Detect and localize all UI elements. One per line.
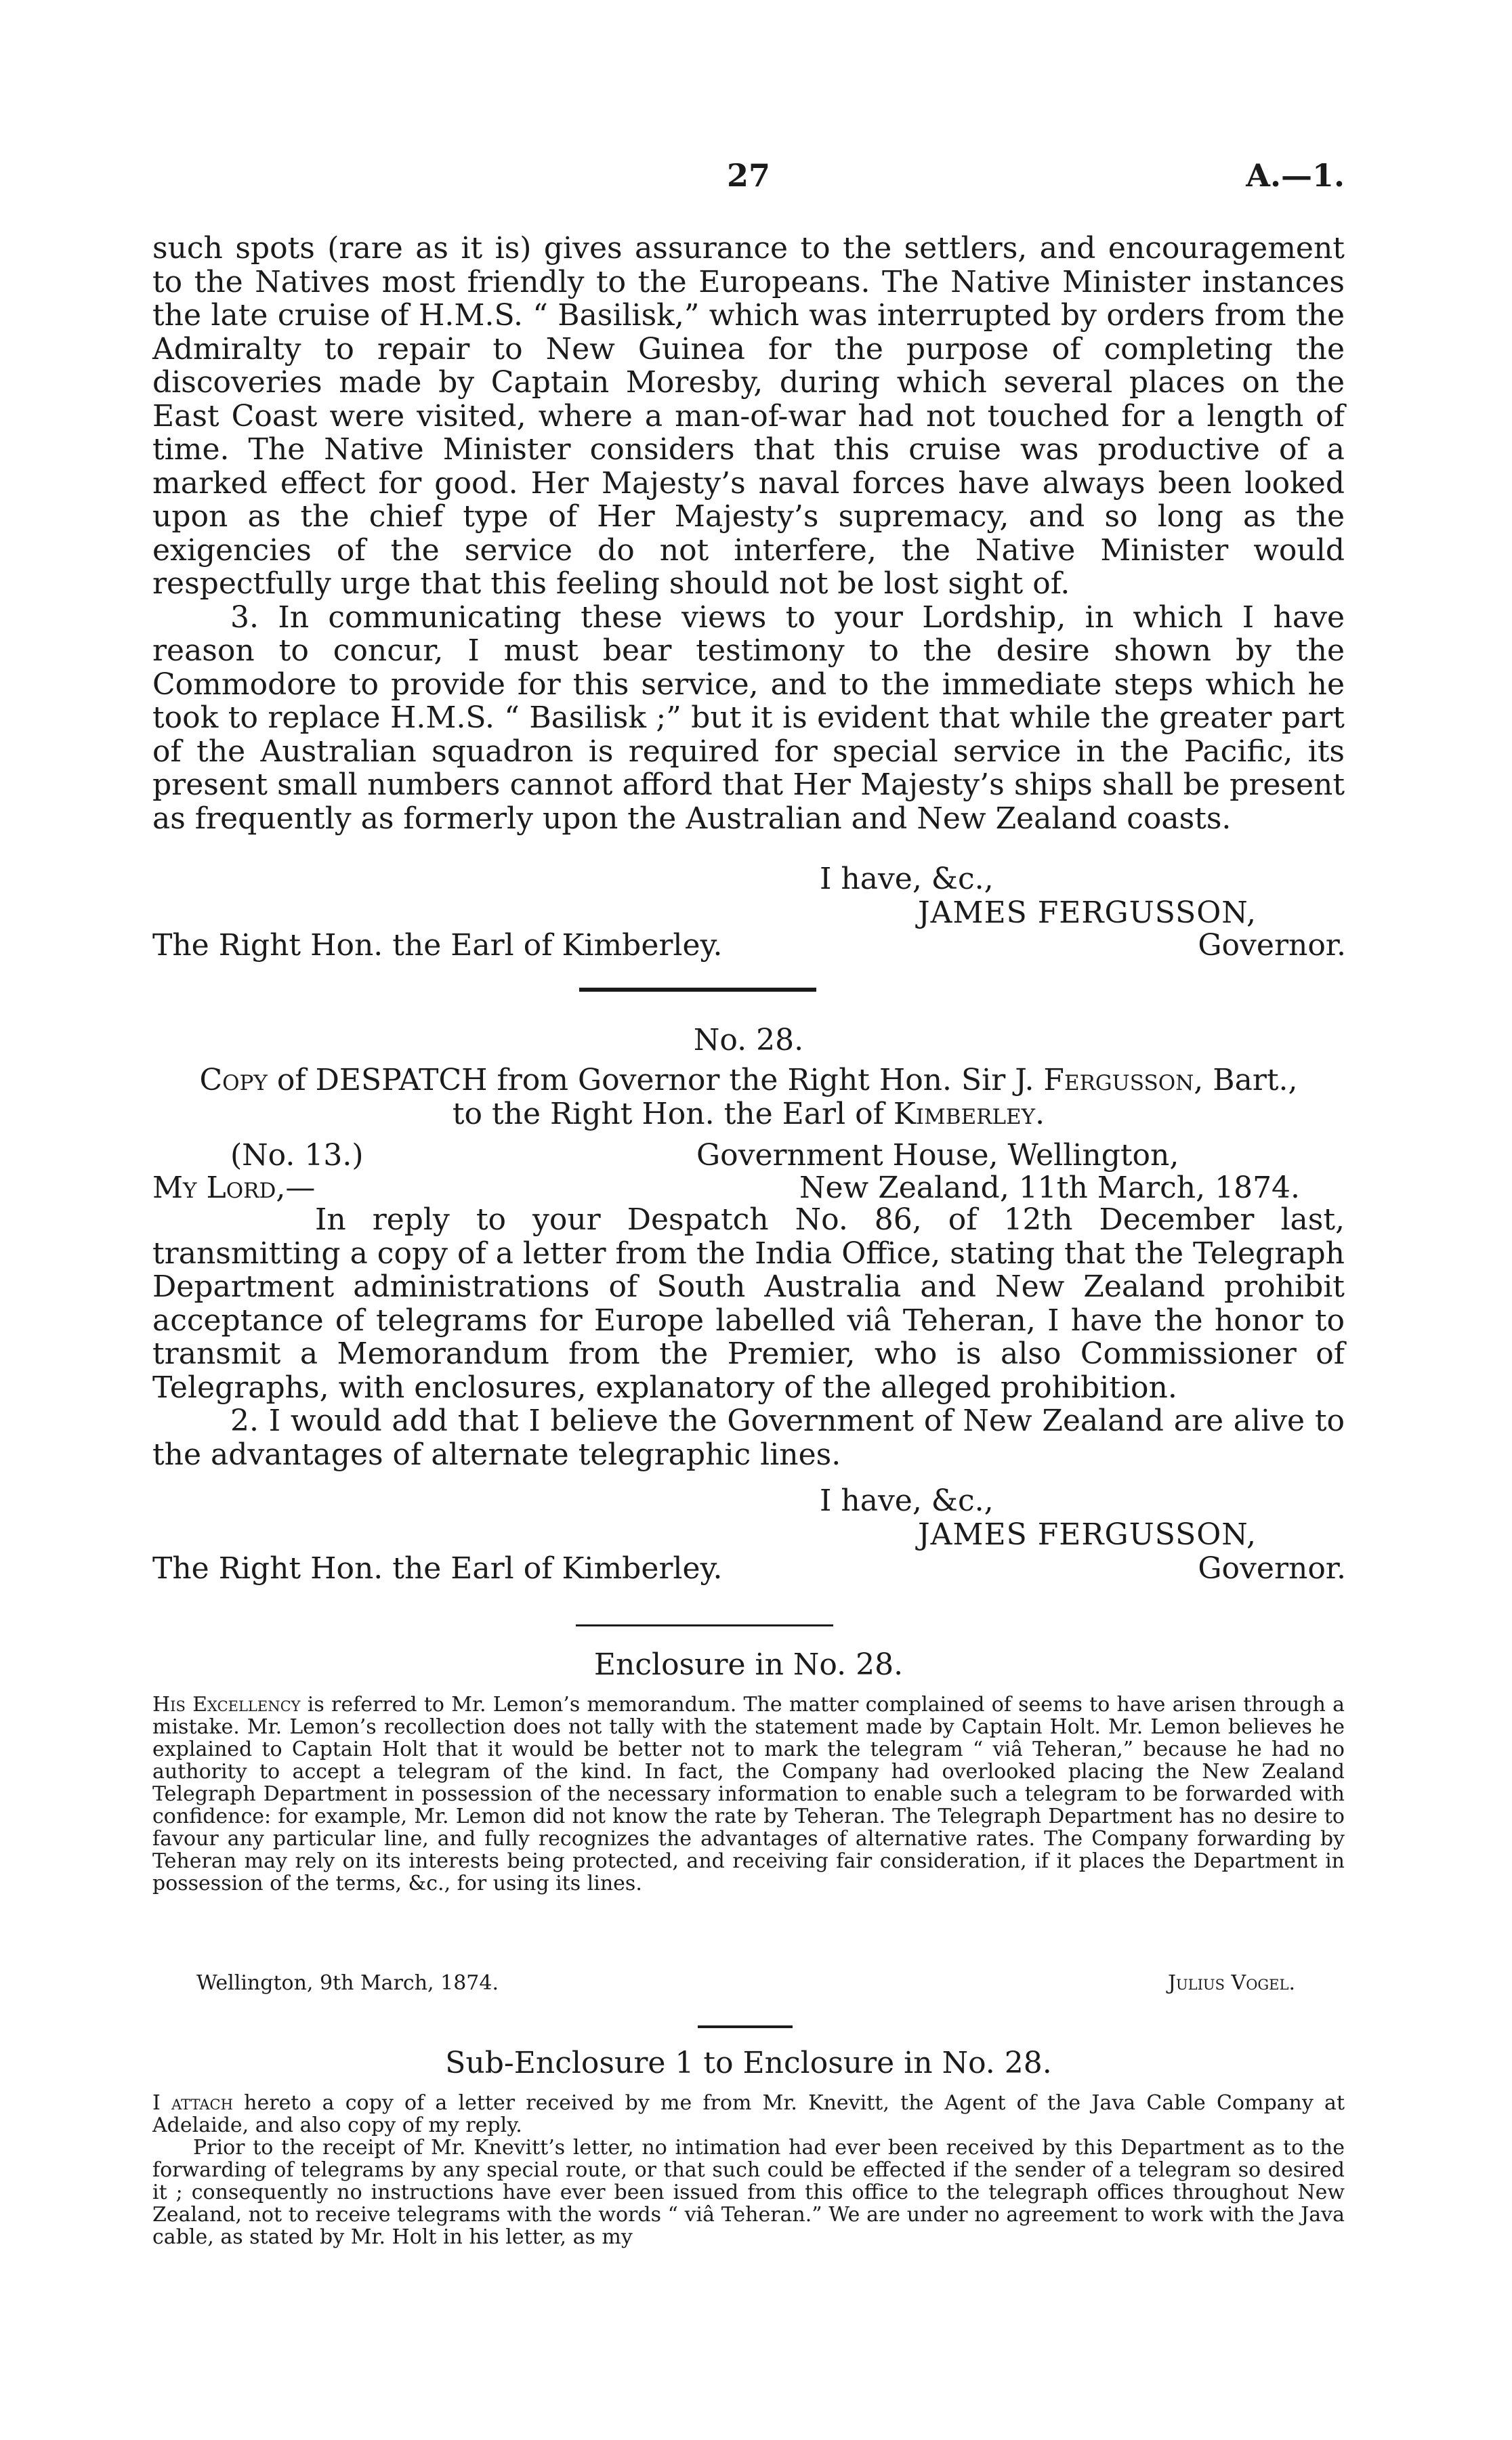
despatch-title (152, 1064, 1345, 1131)
sub-enclosure-paragraph-1: hereto a copy of a letter received by me from Mr. Knevitt, the Agent of the Java Cable Company at Adelaide, and also copy of my reply. (152, 2091, 1345, 2137)
letter-paragraph-1: such spots (rare as it is) gives assurance to the settlers, and encouragement to the Natives most friendly to the Europeans. The Native Minister instances the late cruise of H.M.S. “ Basilisk,” which was interrupted by orders from the Admiralty to repair to New Guinea for the purpose of completing the discoveries made by Captain Moresby, during which several places on the East Coast were visited, where a man-of-war had not touched for a length of time. The Native Minister considers that this cruise was productive of a marked effect for good. Her Majesty’s naval forces have always been looked upon as the chief type of Her Majesty’s supremacy, and so long as the exigencies of the service do not interfere, the Native Minister would respectfully urge that this feeling should not be lost sight of. (152, 231, 1345, 601)
section-divider (579, 988, 816, 992)
despatch-location-line1: Government House, Wellington, (696, 1138, 1179, 1173)
page-number: 27 (726, 157, 770, 194)
enclosure-lead: His Excellency (152, 1693, 301, 1717)
letter-paragraph-2: 3. In communicating these views to your Lordship, in which I have reason to concur, I must bear testimony to the desire shown by the Commodore to provide for this service, and to the immediate steps which he took to replace H.M.S. “ Basilisk ;” but it is evident that while the greater part of the Australian squadron is required for special service in the Pacific, its present small numbers cannot afford that Her Majesty’s ships shall be present as frequently as formerly upon the Australian and New Zealand coasts. (152, 600, 1345, 836)
despatch-title-line2-end: . (1035, 1097, 1045, 1131)
despatch-location-line2: New Zealand, 11th March, 1874. (799, 1171, 1301, 1205)
sub-enclosure-lead: I attach (152, 2091, 233, 2115)
despatch-addressee: The Right Hon. the Earl of Kimberley. (152, 1551, 723, 1586)
enclosure-title: Enclosure in No. 28. (593, 1647, 904, 1682)
enclosure-text: is referred to Mr. Lemon’s memorandum. The matter complained of seems to have arisen through a mistake. Mr. Lemon’s recollection does not tally with the statement made by Captain Holt. Mr. Lemon believes he explained to Captain Holt that it would be better not to mark the telegram “ viâ Teheran,” because he had no authority to accept a telegram of the kind. In fact, the Company had overlooked placing the New Zealand Telegraph Department in possession of the necessary information to enable such a telegram to be forwarded with confidence: for example, Mr. Lemon did not know the rate by Teheran. The Telegraph Department has no desire to favour any particular line, and fully recognizes the advantages of alternative rates. The Company forwarding by Teheran may rely on its interests being protected, and receiving fair consideration, if it places the Department in possession of the terms, &c., for using its lines. (152, 1693, 1345, 1895)
document-code: A.—1. (1246, 157, 1345, 194)
despatch-paragraph-2: 2. I would add that I believe the Government of New Zealand are alive to the advantages of alternate telegraphic lines. (152, 1404, 1345, 1472)
despatch-body (152, 1203, 1345, 1471)
sub-enclosure-body (152, 2092, 1345, 2248)
salutation: My Lord,— (152, 1171, 316, 1205)
despatch-title-recipient: Kimberley (893, 1097, 1036, 1131)
enclosure-body (152, 1694, 1345, 1895)
sub-enclosure-title: Sub-Enclosure 1 to Enclosure in No. 28. (445, 2046, 1052, 2080)
despatch-title-after: , Bart., (1194, 1063, 1298, 1097)
sub-enclosure-paragraph-2: Prior to the receipt of Mr. Knevitt’s letter, no intimation had ever been received by this Department as to the forwarding of telegrams by any special route, or that such could be effected if the sender of a telegram so desired it ; consequently no instructions have ever been issued from this office to the telegraph offices throughout New Zealand, not to receive telegrams with the words “ viâ Teheran.” We are under no agreement to work with the Java cable, as stated by Mr. Holt in his letter, as my (152, 2136, 1345, 2249)
letter-continuation (152, 232, 1345, 835)
despatch-title-text: of DESPATCH from Governor the Right Hon. Sir J. (267, 1063, 1044, 1097)
despatch-number: No. 28. (693, 1023, 804, 1057)
addressee: The Right Hon. the Earl of Kimberley. (152, 928, 723, 963)
despatch-signature: JAMES FERGUSSON, (918, 1517, 1257, 1552)
despatch-title-copy: Copy (199, 1063, 268, 1097)
signer-role: Governor. (1198, 928, 1346, 963)
despatch-paragraph-1: In reply to your Despatch No. 86, of 12th December last, transmitting a copy of a letter from the India Office, stating that the Telegraph Department administrations of South Australia and New Zealand prohibit acceptance of telegrams for Europe labelled viâ Teheran, I have the honor to transmit a Memorandum from the Premier, who is also Commissioner of Telegraphs, with enclosures, explanatory of the alleged prohibition. (152, 1202, 1345, 1405)
enclosure-date: Wellington, 9th March, 1874. (196, 1971, 499, 1995)
page-header (152, 157, 1345, 198)
section-divider-3 (698, 2025, 793, 2028)
section-divider-2 (576, 1624, 833, 1626)
closing-phrase: I have, &c., (820, 862, 994, 896)
despatch-closing-phrase: I have, &c., (820, 1484, 994, 1518)
signature: JAMES FERGUSSON, (918, 896, 1257, 930)
despatch-title-line2: to the Right Hon. the Earl of (452, 1097, 894, 1131)
despatch-reference: (No. 13.) (230, 1138, 364, 1173)
despatch-title-name: Fergusson (1043, 1063, 1194, 1097)
enclosure-signer: Julius Vogel. (1167, 1971, 1295, 1995)
despatch-signer-role: Governor. (1198, 1551, 1346, 1586)
